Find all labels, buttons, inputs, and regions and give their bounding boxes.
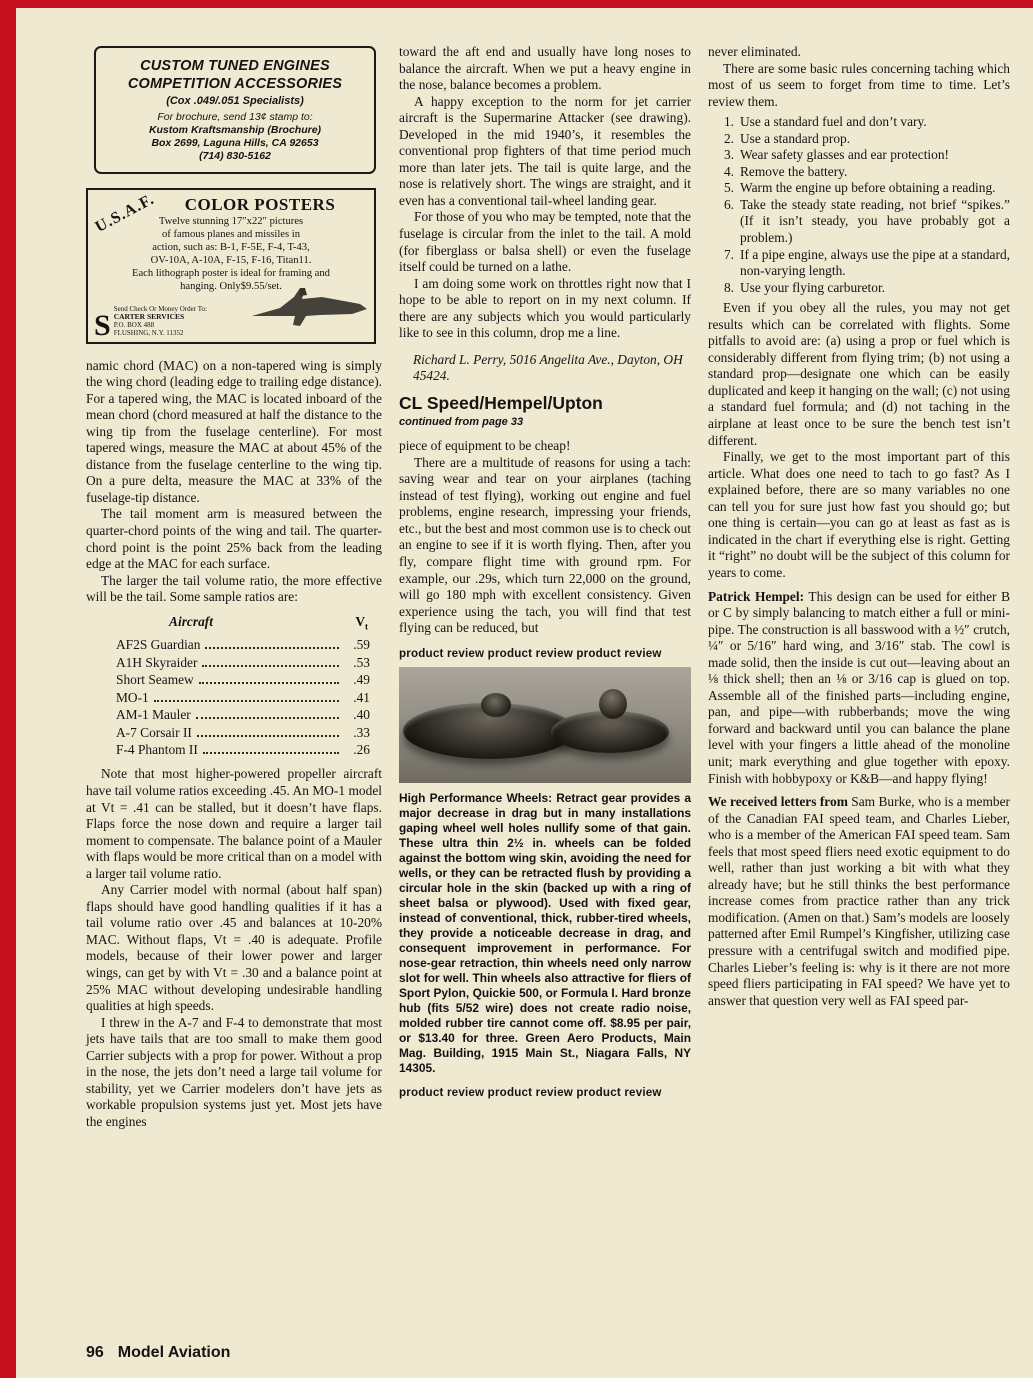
table-row <box>116 724 370 741</box>
list-number: 2. <box>723 130 734 146</box>
ad-body-line: OV-10A, A-10A, F-15, F-16, Titan11. <box>150 255 312 267</box>
ad-price-line: hanging. Only$9.55/set. <box>180 281 282 293</box>
ad-order-address <box>114 305 242 338</box>
list-item <box>714 280 1010 297</box>
caption-body: Retract gear provides a major decrease in drag but in many installations gaping wheel well holes nullify some of that gain. These ultra thin 2½ in. wheels can be folded against the bottom wing skin, avoiding the need for wells, or they can be retracted flush by providing a circular hole in the skin (backed up with a ring of sheet balsa or plywood). Used with fixed gear, instead of conventional, thick, rubber-tired wheels, they provide a noticeable decrease in drag, and consequent improvement in performance. For nose-gear retraction, thin wheels need only narrow slot for well. Thin wheels also attractive for fliers of Sport Pylon, Quickie 500, or Formula I. Hard bronze hub (fits 5/52 wire) does not create radio noise, molded rubber tire cannot come off. $8.95 per pair, or $13.40 for three. <box>399 791 691 1045</box>
vt-value: .59 <box>353 637 370 653</box>
paragraph: I am doing some work on throttles right now that I hope to be able to report on in my next column. If there are any subjects which you would particularly like to see in this column, drop me a line. <box>399 275 691 341</box>
three-column-layout <box>16 8 1033 1130</box>
list-number: 6. <box>723 196 734 212</box>
paragraph-body: This design can be used for either B or C by simply balancing to match either a full or mini-pipe. The construction is all basswood with a ½″ crutch, ¼″ or 5/16″ hard wing, and 3/16″ stab. The cowl is made solid, then the inside is cut out—leaving about an ⅛ thick shell; then an ⅛ or 3/16 cap is glued on top. Assemble all of the finished parts—including engine, pan, and pipe—with rubberbands; move the wing forward and backward until you can balance the plane level with your fingers a little ahead of the monoline unit; mark everything and glue together with epoxy. Finish with hobbypoxy or K&B—and happy flying! <box>708 588 1010 786</box>
paragraph: Note that most higher-powered propeller aircraft have tail volume ratios exceeding .45. An MO-1 model at Vt = .41 can be stalled, but it doesn’t have flaps. Flaps force the nose down and require a larger tail moment to compensate. The balance point of a Mauler with flaps would be more critical than on a model with a larger tail volume ratio. <box>86 766 382 881</box>
paragraph-lead: Patrick Hempel: <box>708 588 805 604</box>
ad-body-line: For brochure, send 13¢ stamp to: <box>157 111 313 123</box>
list-item <box>714 197 1010 247</box>
table-row <box>116 636 370 653</box>
jet-aircraft-photo <box>250 283 368 338</box>
ad-title-line: CUSTOM TUNED ENGINES <box>140 58 330 74</box>
wheel-right-hub <box>599 689 627 719</box>
paragraph-letters <box>708 794 1010 1009</box>
table-row <box>116 741 370 758</box>
list-text: Use a standard fuel and don’t vary. <box>740 114 927 130</box>
table-header-row <box>116 614 370 633</box>
paragraph: For those of you who may be tempted, note that the fuselage is circular from the inlet to the tail. A mold (for fiberglass or balsa shell) or even the fuselage itself could be turned on a lathe. <box>399 209 691 275</box>
list-number: 4. <box>723 163 734 179</box>
paragraph: Finally, we get to the most important part of this article. What does one need to tach to go fast? As I explained before, there are so many variables no one can tell you for sure just how fast you should go; but one thing is certain—you can go at least as fast as is indicated in the chart if everything else is right. Getting it “right” no doubt will be the subject of this column for years to come. <box>708 449 1010 580</box>
dot-leader <box>154 700 339 702</box>
list-item <box>714 180 1010 197</box>
table-row <box>116 671 370 688</box>
vt-symbol: V <box>355 613 365 629</box>
left-column <box>86 44 382 1130</box>
table-header-vt <box>355 614 370 633</box>
dot-leader <box>199 682 339 684</box>
page-folio <box>86 1344 230 1362</box>
vt-value: .53 <box>353 654 370 670</box>
ad-order-line: Send Check Or Money Order To: <box>113 304 207 313</box>
paragraph: The tail moment arm is measured between the quarter-chord points of the wing and tail. The quarter-chord point is the point 25% back from the leading edge at the MAC for each surface. <box>86 506 382 572</box>
table-row <box>116 654 370 671</box>
wheels-product-photo <box>399 667 691 783</box>
author-byline: Richard L. Perry, 5016 Angelita Ave., Dayton, OH 45424. <box>413 351 683 384</box>
dot-leader <box>196 717 339 719</box>
ad-usaf-color-posters <box>86 188 376 344</box>
caption-vendor: Green Aero Products, Main Mag. Building, 1915 Main St., Niagara Falls, NY 14305. <box>399 1031 691 1075</box>
list-text: Warm the engine up before obtaining a reading. <box>740 180 996 196</box>
paragraph-patrick-hempel <box>708 589 1010 788</box>
list-number: 1. <box>723 114 734 130</box>
vt-value: .40 <box>353 707 370 723</box>
vt-subscript: t <box>365 621 368 632</box>
ad-subtitle: (Cox .049/.051 Specialists) <box>166 95 304 108</box>
dot-leader <box>205 647 339 649</box>
aircraft-name: A1H Skyraider <box>116 654 198 670</box>
ad-body-line: Kustom Kraftsmanship (Brochure) <box>148 124 322 137</box>
table-header-aircraft: Aircraft <box>169 613 213 629</box>
ad-body-line: Twelve stunning 17″x22″ pictures <box>158 216 304 228</box>
ad-body-line: Each lithograph poster is ideal for framing and <box>132 268 330 280</box>
paragraph-body: Sam Burke, who is a member of the Canadian FAI speed team, and Charles Lieber, who is a member of the American FAI speed team. Sam feels that most speed fliers need exotic equipment to do well, rather than just working a bit with what they already have; but he still thinks the best performance increase comes from practice rather than any trick modification. (Amen on that.) Sam’s models are loosely patterned after Emil Rumpel’s Kingfisher, utilizing case pressure with a centrifugal switch and modified pipe. Charles Lieber’s feeling is: why is it there are not more speed fliers participating in FAI speed? We have yet to answer that question very well as FAI speed par- <box>708 794 1010 1008</box>
photo-caption <box>399 791 691 1076</box>
page-number: 96 <box>86 1344 104 1361</box>
list-number: 7. <box>723 246 734 262</box>
list-item <box>714 147 1010 164</box>
ad-order-line: CARTER SERVICES <box>113 311 185 321</box>
aircraft-name: AF2S Guardian <box>116 637 201 653</box>
ad-body-line: action, such as: B-1, F-5E, F-4, T-43, <box>152 242 310 254</box>
table-row <box>116 706 370 723</box>
dot-leader <box>203 752 339 754</box>
paragraph: namic chord (MAC) on a non-tapered wing is simply the wing chord (leading edge to trailing edge distance). For a tapered wing, the MAC is located inboard of the mean chord (chord measured at half the distance to the wing tip from the fuselage centerline). For most tapered wings, measure the MAC at about 45% of the distance from the fuselage centerline to the wing tip. On a pure delta, measure the MAC at 33% of the fuselage-tip distance. <box>86 357 382 505</box>
list-item <box>714 114 1010 131</box>
list-text: Take the steady state reading, not brief “spikes.” (If it isn’t steady, you have probably got a problem.) <box>740 196 1010 246</box>
paragraph-lead: We received letters from <box>708 794 848 810</box>
ad-custom-tuned-engines <box>94 46 376 174</box>
magazine-page <box>16 8 1033 1378</box>
continued-from-note: continued from page 33 <box>399 415 524 428</box>
aircraft-name: MO-1 <box>116 689 149 705</box>
paragraph: I threw in the A-7 and F-4 to demonstrate that most jets have tails that are too small to make them good Carrier subjects with a prop for power. Without a prop in the nose, the jets don’t need a large tail volume for stability, yet we Carrier modelers don’t have jets as workable propulsion systems just yet. Most jets have the engines <box>86 1014 382 1129</box>
page-edge-red-top <box>0 0 1033 8</box>
paragraph: There are some basic rules concerning taching which most of us seem to forget from time to time. Let’s review them. <box>708 60 1010 109</box>
paragraph: Any Carrier model with normal (about half span) flaps should have good handling qualities if it has a tail volume ratio over .45 and balances at 10-20% MAC. Without flaps, Vt = .40 is adequate. Profile models, because of their lower power and larger wings, can get by with Vt = .30 and a balance point at 25% MAC without developing undesirable handling qualities at high speeds. <box>86 882 382 1014</box>
paragraph: never eliminated. <box>708 44 801 59</box>
right-column <box>708 44 1010 1130</box>
table-row <box>116 689 370 706</box>
list-text: Use your flying carburetor. <box>740 279 886 295</box>
magazine-title: Model Aviation <box>117 1344 231 1361</box>
ad-phone: (714) 830-5162 <box>199 150 271 163</box>
dot-leader <box>197 735 339 737</box>
list-text: Wear safety glasses and ear protection! <box>740 147 949 163</box>
aircraft-name: Short Seamew <box>116 672 194 688</box>
list-text: If a pipe engine, always use the pipe at a standard, non-varying length. <box>740 246 1010 279</box>
page-edge-red-left <box>0 0 16 1378</box>
section-heading-cl-speed: CL Speed/Hempel/Upton <box>399 392 603 413</box>
paragraph: piece of equipment to be cheap! <box>399 438 571 454</box>
product-review-band-top: product review product review product review <box>399 646 662 660</box>
ad-title: COLOR POSTERS <box>184 194 336 214</box>
middle-column <box>399 44 691 1130</box>
product-review-band-bottom: product review product review product review <box>399 1086 662 1099</box>
ad-order-line: P.O. BOX 488 <box>113 321 155 330</box>
wheel-left-hub <box>481 693 511 717</box>
ad-order-line: FLUSHING, N.Y. 11352 <box>113 329 184 338</box>
vt-value: .49 <box>353 672 370 688</box>
carter-services-logo: S <box>94 308 111 342</box>
list-number: 3. <box>723 147 734 163</box>
aircraft-name: A-7 Corsair II <box>116 724 192 740</box>
taching-rules-list <box>714 114 1010 296</box>
aircraft-name: AM-1 Mauler <box>116 707 191 723</box>
paragraph: Even if you obey all the rules, you may not get results which can be correlated with flights. Some pitfalls to avoid are: (a) using a prop or fuel which is considerably different from flying trim; (b) not using a standard prop—designate one which can be easily duplicated and keep it hanging on the wall; (c) not using a standard fuel formula; and (d) not taching in the airplane at least once to be sure the bench test isn’t different. <box>708 300 1010 448</box>
vt-value: .26 <box>353 742 370 758</box>
paragraph: A happy exception to the norm for jet carrier aircraft is the Supermarine Attacker (see drawing). Developed in the mid 1940’s, it resembles the conventional prop fighters of that time period much more than later jets. The tail is quite large, and the nose is relatively short. The wings are straight, and it even has a conventional tail-wheel landing gear. <box>399 93 691 208</box>
ad-title-line: COMPETITION ACCESSORIES <box>127 76 343 93</box>
vt-value: .33 <box>353 724 370 740</box>
list-text: Use a standard prop. <box>740 130 851 146</box>
list-item <box>714 164 1010 181</box>
aircraft-tail-volume-table <box>116 614 370 759</box>
list-text: Remove the battery. <box>740 163 848 179</box>
ad-address: Box 2699, Laguna Hills, CA 92653 <box>151 137 319 150</box>
aircraft-name: F-4 Phantom II <box>116 742 198 758</box>
paragraph: The larger the tail volume ratio, the more effective will be the tail. Some sample ratios are: <box>86 572 382 605</box>
list-number: 8. <box>723 279 734 295</box>
paragraph: toward the aft end and usually have long noses to balance the aircraft. When we put a heavy engine in the nose, balance becomes a problem. <box>399 44 691 93</box>
ad-brand-usaf: U.S.A.F. <box>92 190 158 236</box>
ad-footer <box>94 283 370 342</box>
ad-body-line: of famous planes and missiles in <box>162 229 300 241</box>
caption-lead: High Performance Wheels: <box>399 791 553 805</box>
list-item <box>714 131 1010 148</box>
dot-leader <box>202 665 339 667</box>
vt-value: .41 <box>353 689 370 705</box>
paragraph: There are a multitude of reasons for using a tach: saving wear and tear on your airplanes (taching instead of test flying), working out engine and fuel problems, engine research, impressing your friends, etc., but the best and most common use is to check out an engine to see if it is worth flying. Then, after you fly, compare flight time with ground rpm. For example, our .29s, which turn 22,000 on the ground, will go 180 mph with excellent consistency. Given experience using the tach, you will find that test flying can be reduced, but <box>399 454 691 636</box>
list-number: 5. <box>723 180 734 196</box>
list-item <box>714 247 1010 280</box>
